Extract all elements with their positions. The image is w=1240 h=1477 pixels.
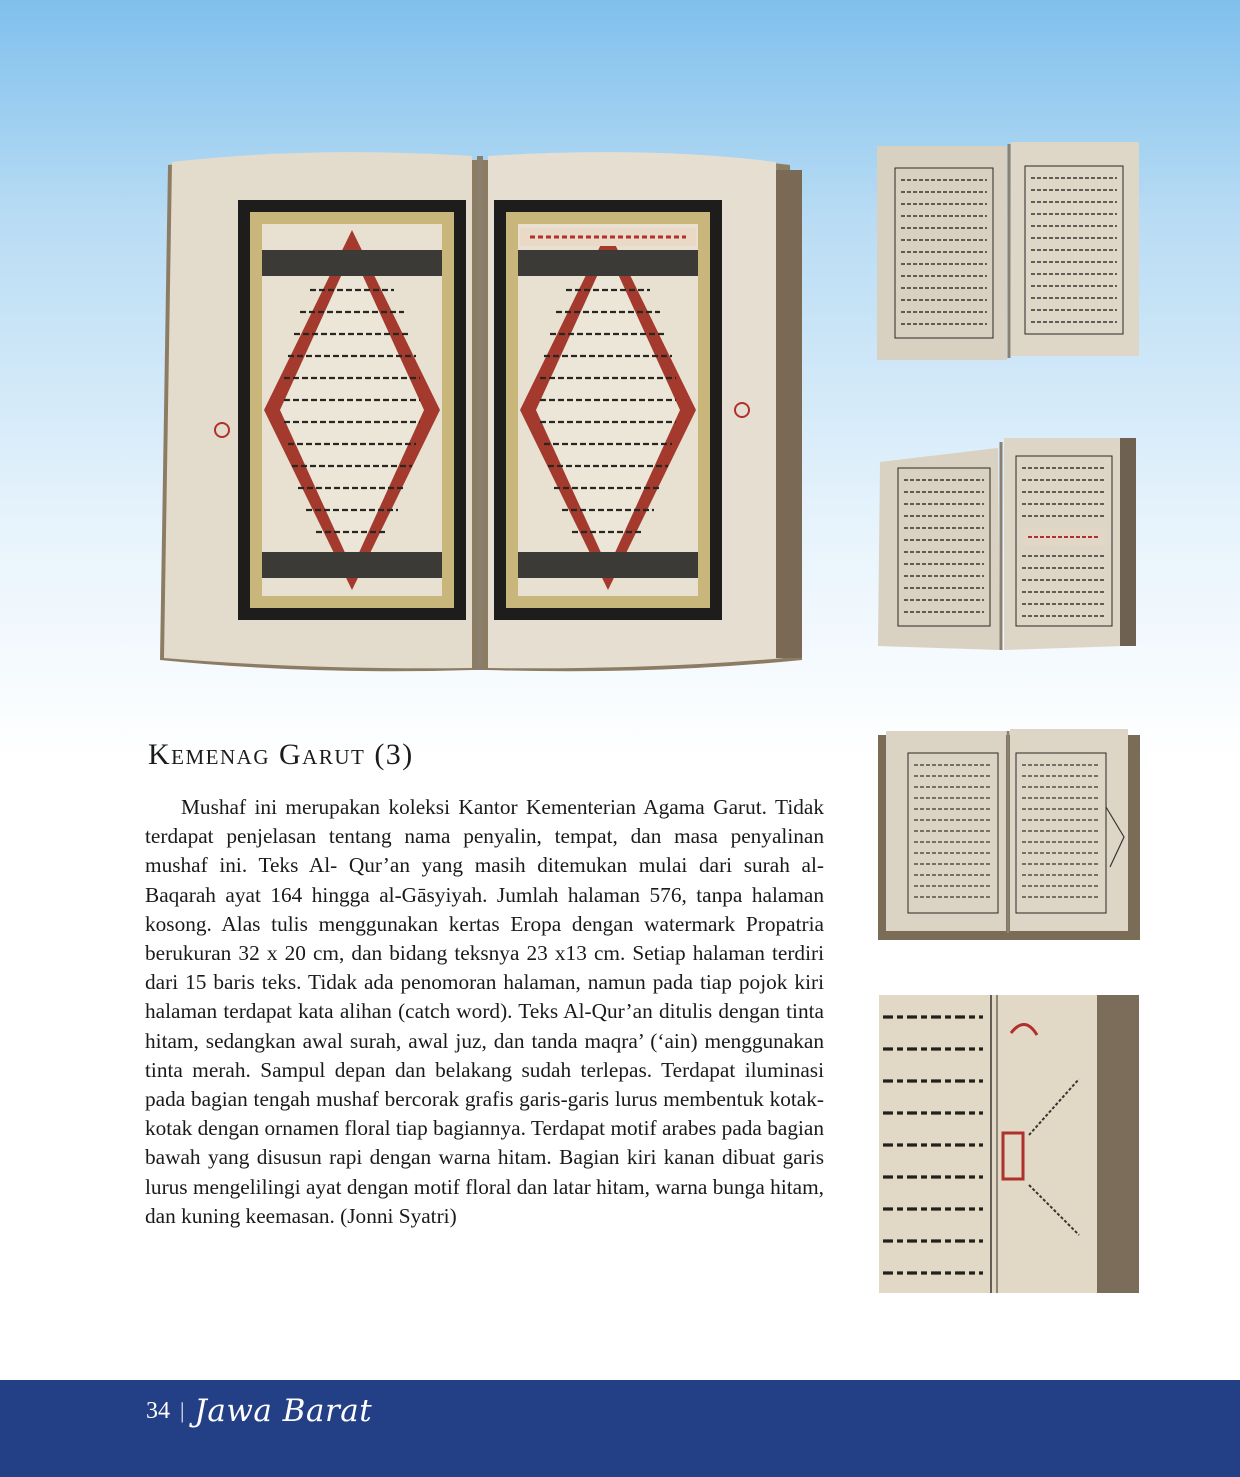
manuscript-thumbnail-1 xyxy=(875,140,1143,362)
footer-region-name: Jawa Barat xyxy=(194,1393,373,1429)
main-manuscript-photo xyxy=(150,140,810,685)
footer-content xyxy=(146,1391,372,1431)
page-number: 34 xyxy=(146,1397,170,1424)
article-body: Mushaf ini merupakan koleksi Kantor Kementerian Agama Garut. Tidak terdapat penjelasan tentang nama penyalin, tempat, dan masa penyalinan mushaf ini. Teks Al- Qur’an yang masih ditemukan mulai dari surah al-Baqarah ayat 164 hingga al-Gāsyiyah. Jumlah halaman 576, tanpa halaman kosong. Alas tulis menggunakan kertas Eropa dengan watermark Propatria berukuran 32 x 20 cm, dan bidang teksnya 23 x13 cm. Setiap halaman terdiri dari 15 baris teks. Tidak ada penomoran halaman, namun pada tiap pojok kiri halaman terdapat kata alihan (catch word). Teks Al-Qur’an ditulis dengan tinta hitam, sedangkan awal surah, awal juz, dan tanda maqra’ (‘ain) menggunakan tinta merah. Sampul depan dan belakang sudah terlepas. Terdapat iluminasi pada bagian tengah mushaf bercorak grafis garis-garis lurus membentuk kotak-kotak dengan ornamen floral tiap bagiannya. Terdapat motif arabes pada bagian bawah yang disusun rapi dengan warna hitam. Bagian kiri kanan dibuat garis lurus mengelilingi ayat dengan motif floral dan latar hitam, warna bunga hitam, dan kuning keemasan. (Jonni Syatri) xyxy=(145,795,824,1228)
footer-separator: | xyxy=(180,1398,185,1423)
manuscript-detail-photo xyxy=(879,995,1139,1293)
manuscript-thumbnail-3 xyxy=(878,727,1140,940)
manuscript-thumbnail-2 xyxy=(870,432,1138,654)
article-title: Kemenag Garut (3) xyxy=(148,738,414,771)
